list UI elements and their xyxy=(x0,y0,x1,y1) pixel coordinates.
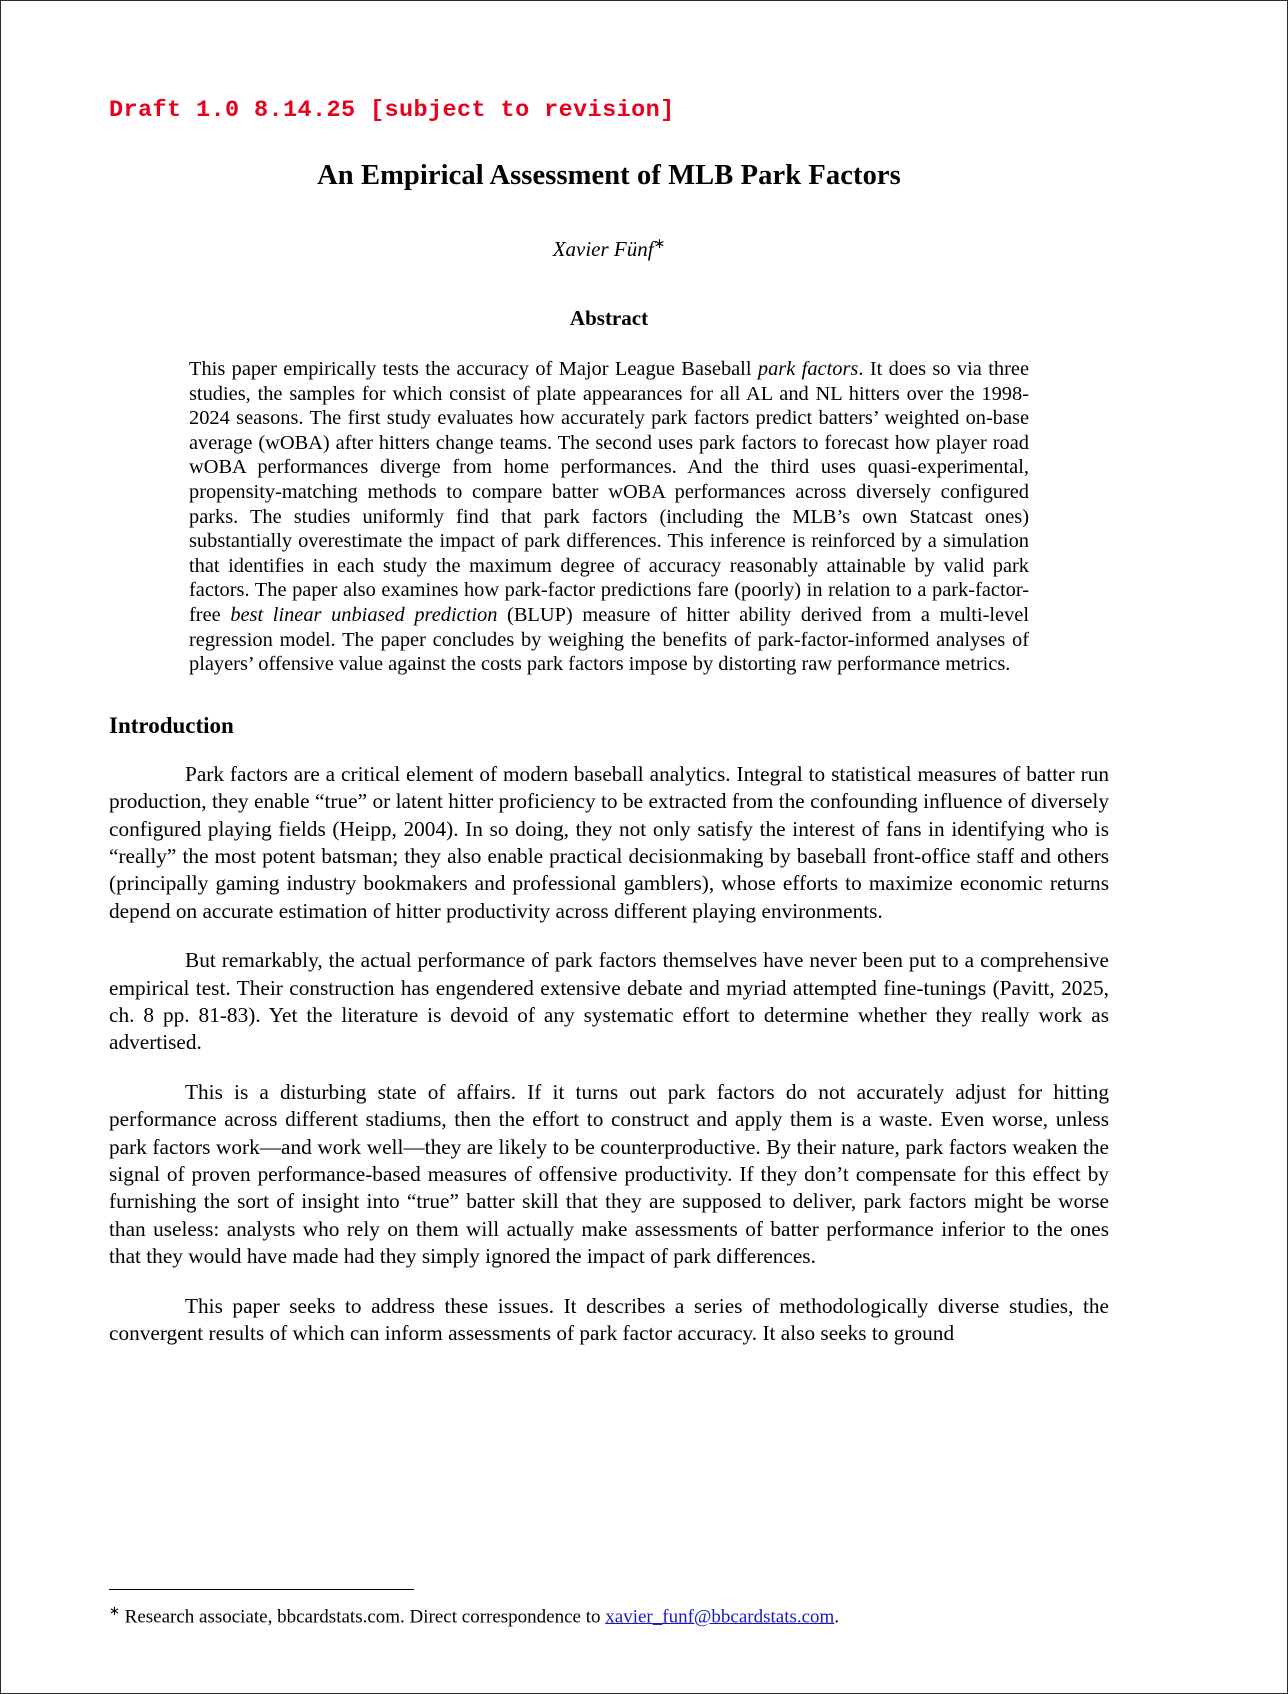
footnote-marker: ∗ xyxy=(109,1602,120,1618)
footnote-separator-rule xyxy=(109,1589,414,1590)
abstract-segment-2: . It does so via three studies, the samples for which consist of plate appearances for all AL and NL hitters over the 1998-2024 seasons. The first study evaluates how accurately park factors predict batters’ weighted on-base average (wOBA) after hitters change teams. The second uses park factors to forecast how player road wOBA performances diverge from home performances. And the third uses quasi-experimental, propensity-matching methods to compare batter wOBA performances across diversely configured parks. The studies uniformly find that park factors (including the MLB’s own Statcast ones) substantially overestimate the impact of park differences. This inference is reinforced by a simulation that identifies in each study the maximum degree of accuracy reasonably attainable by valid park factors. The paper also examines how park-factor predictions fare (poorly) in relation to a park-factor-free xyxy=(189,358,1029,626)
author-email-link[interactable]: xavier_funf@bbcardstats.com xyxy=(605,1606,835,1627)
footnote-area xyxy=(109,1589,1109,1629)
section-heading-introduction: Introduction xyxy=(109,712,234,738)
abstract-segment-3: (BLUP) measure of hitter ability derived from a multi-level regression model. The paper concludes by weighing the benefits of park-factor-informed analyses of players’ offensive value against the costs park factors impose by distorting raw performance metrics. xyxy=(189,603,1030,676)
abstract-segment-1: This paper empirically tests the accuracy of Major League Baseball xyxy=(189,358,758,380)
author-byline xyxy=(109,236,1109,262)
body-paragraph: This is a disturbing state of affairs. If it turns out park factors do not accurately adjust for hitting performance across different stadiums, then the effort to construct and apply them is a waste. Even worse, unless park factors work—and work well—they are likely to be counterproductive. By their nature, park factors weaken the signal of proven performance-based measures of offensive productivity. If they don’t compensate for this effect by furnishing the sort of insight into “true” batter skill that they are supposed to deliver, park factors might be worse than useless: analysts who rely on them will actually make assessments of batter performance inferior to the ones that they would have made had they simply ignored the impact of park differences. xyxy=(109,1079,1109,1269)
abstract-body xyxy=(189,357,1029,677)
footnote-text xyxy=(109,1599,1109,1629)
body-paragraph: Park factors are a critical element of modern baseball analytics. Integral to statistical measures of batter run production, they enable “true” or latent hitter proficiency to be extracted from the confounding influence of diversely configured playing fields (Heipp, 2004). In so doing, they not only satisfy the interest of fans in identifying who is “really” the most potent batsman; they also enable practical decisionmaking by baseball front-office staff and others (principally gaming industry bookmakers and professional gamblers), whose efforts to maximize economic returns depend on accurate estimation of hitter productivity across different playing environments. xyxy=(109,761,1109,923)
abstract-emphasis-park-factors: park factors xyxy=(757,358,859,380)
footnote-text-before: Research associate, bbcardstats.com. Direct correspondence to xyxy=(119,1606,606,1627)
abstract-heading: Abstract xyxy=(569,306,649,330)
body-paragraph: But remarkably, the actual performance of park factors themselves have never been put to a comprehensive empirical test. Their construction has engendered extensive debate and myriad attempted fine-tunings (Pavitt, 2025, ch. 8 pp. 81-83). Yet the literature is devoid of any systematic effort to determine whether they really work as advertised. xyxy=(109,948,1109,1055)
author-footnote-marker: ∗ xyxy=(653,237,666,252)
author-name: Xavier Fünf xyxy=(552,237,654,261)
page-title: An Empirical Assessment of MLB Park Factors xyxy=(317,160,901,191)
abstract-emphasis-blup: best linear unbiased prediction xyxy=(230,603,498,626)
footnote-text-after: . xyxy=(834,1606,840,1627)
page-content xyxy=(109,97,1109,1369)
body-paragraph: This paper seeks to address these issues. It describes a series of methodologically diverse studies, the convergent results of which can inform assessments of park factor accuracy. It also seeks to ground xyxy=(109,1293,1109,1346)
draft-revision-stamp: Draft 1.0 8.14.25 [subject to revision] xyxy=(109,97,675,124)
